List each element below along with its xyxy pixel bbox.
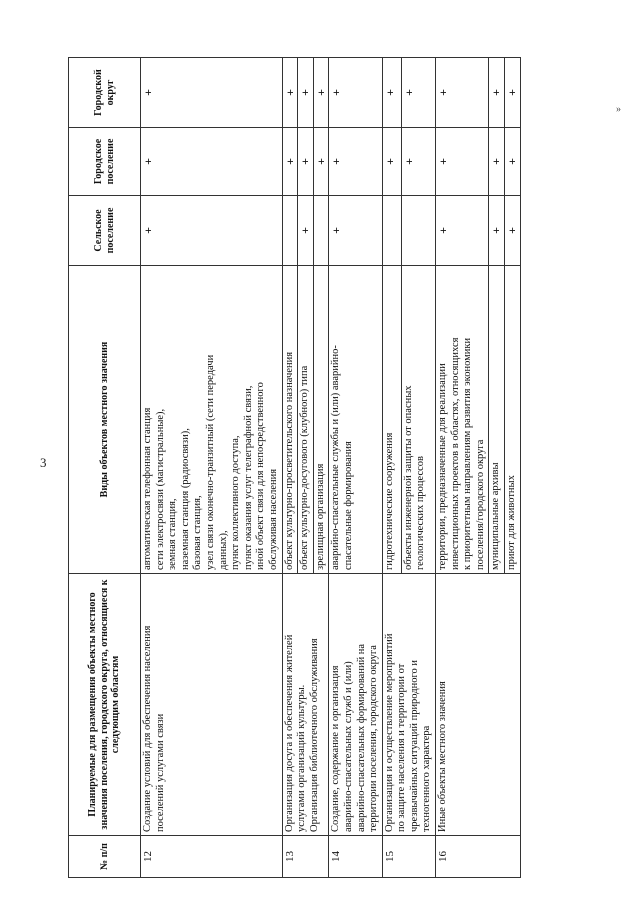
object-type-line: инвестиционных проектов в областях, относящихся	[449, 337, 461, 570]
rural-mark	[282, 196, 298, 266]
object-type-cell	[298, 266, 314, 574]
object-type-line: базовая станция,	[192, 495, 204, 570]
object-type-cell	[436, 266, 489, 574]
header-types: Виды объектов местного значения	[69, 266, 141, 574]
rural-mark: +	[505, 196, 521, 266]
row-number: 15	[382, 836, 435, 878]
urban-mark: +	[282, 128, 298, 196]
urban-mark: +	[489, 128, 505, 196]
edge-mark: »	[616, 104, 621, 115]
purpose-line: Создание, содержание и организация	[330, 665, 342, 832]
purpose-cell	[329, 574, 382, 836]
object-type-cell	[313, 266, 329, 574]
table-row	[382, 58, 401, 878]
district-mark: +	[436, 58, 489, 128]
object-type-cell	[401, 266, 435, 574]
object-type-line: сети электросвязи (магистральные),	[154, 408, 166, 570]
purpose-line: услугами организаций культуры.	[296, 684, 308, 832]
object-type-cell	[141, 266, 283, 574]
purpose-line: Организация и осуществление мероприятий	[383, 633, 395, 832]
rural-mark	[401, 196, 435, 266]
row-number: 14	[329, 836, 382, 878]
object-type-line: спасательные формирования	[342, 441, 354, 570]
object-type-line: объект культурно-просветительского назначения	[283, 351, 295, 570]
object-type-line: гидротехнические сооружения	[383, 432, 395, 570]
purpose-cell	[382, 574, 435, 836]
purpose-line: поселений услугами связи	[154, 713, 166, 832]
objects-table	[68, 57, 521, 878]
district-mark: +	[282, 58, 298, 128]
district-mark: +	[401, 58, 435, 128]
row-number: 13	[282, 836, 329, 878]
table-row	[436, 58, 489, 878]
header-district: Городской округ	[69, 58, 141, 128]
header-urban: Городское поселение	[69, 128, 141, 196]
purpose-line: техногенного характера	[421, 725, 433, 832]
table-body	[141, 58, 521, 878]
object-type-line: объект культурно-досугового (клубного) типа	[299, 365, 311, 570]
header-purpose: Планируемые для размещения объекты местного значения поселения, городского округа, относящиеся к следующим областям	[69, 574, 141, 836]
object-type-line: объекты инженерной защиты от опасных	[402, 385, 414, 570]
urban-mark: +	[401, 128, 435, 196]
table-row	[282, 58, 298, 878]
table-row	[329, 58, 382, 878]
object-type-line: приют для животных	[506, 475, 518, 570]
row-number: 16	[436, 836, 521, 878]
district-mark: +	[505, 58, 521, 128]
rural-mark	[313, 196, 329, 266]
object-type-cell	[382, 266, 401, 574]
purpose-line: Создание условий для обеспечения населения	[142, 625, 153, 832]
header-row	[69, 58, 141, 878]
object-type-line: пункт коллективного доступа,	[230, 435, 242, 570]
rural-mark: +	[489, 196, 505, 266]
rural-mark: +	[329, 196, 382, 266]
urban-mark: +	[313, 128, 329, 196]
district-mark: +	[329, 58, 382, 128]
purpose-line: Организация библиотечного обслуживания	[308, 638, 320, 832]
purpose-line: аварийно-спасательных служб и (или)	[342, 661, 354, 832]
object-type-line: к приоритетным направлениям развития экономики	[462, 337, 474, 570]
district-mark: +	[489, 58, 505, 128]
table-row	[141, 58, 283, 878]
purpose-line: аварийно-спасательных формирований на	[355, 643, 367, 832]
page-number: 3	[40, 455, 47, 470]
urban-mark: +	[329, 128, 382, 196]
object-type-cell	[282, 266, 298, 574]
urban-mark: +	[298, 128, 314, 196]
rotated-sheet	[68, 58, 532, 878]
purpose-line: территории поселения, городского округа	[368, 645, 380, 832]
urban-mark: +	[141, 128, 283, 196]
object-type-line: земная станция,	[167, 498, 179, 570]
rural-mark: +	[436, 196, 489, 266]
purpose-cell	[436, 574, 521, 836]
urban-mark: +	[436, 128, 489, 196]
object-type-line: иной объект связи для непосредственного	[255, 382, 267, 570]
object-type-line: поселения/городского округа	[474, 439, 486, 570]
purpose-line: чрезвычайных ситуаций природного и	[408, 659, 420, 832]
purpose-cell	[141, 574, 283, 836]
object-type-line: пункт оказания услуг телеграфной связи,	[242, 385, 254, 570]
object-type-line: данных),	[217, 530, 229, 570]
table-container	[68, 58, 532, 878]
district-mark: +	[313, 58, 329, 128]
header-num: № п/п	[69, 836, 141, 878]
object-type-cell	[505, 266, 521, 574]
purpose-line: по защите населения и территории от	[396, 663, 408, 832]
object-type-line: территории, предназначенные для реализации	[437, 363, 449, 570]
urban-mark: +	[382, 128, 401, 196]
object-type-line: аварийно-спасательные службы и (или) аварийно-	[330, 345, 342, 570]
rural-mark: +	[298, 196, 314, 266]
district-mark: +	[298, 58, 314, 128]
urban-mark: +	[505, 128, 521, 196]
purpose-line: Иные объекты местного значения	[437, 681, 449, 832]
district-mark: +	[141, 58, 283, 128]
object-type-line: автоматическая телефонная станция	[142, 407, 153, 570]
district-mark: +	[382, 58, 401, 128]
object-type-line: муниципальные архивы	[490, 462, 502, 570]
rural-mark: +	[141, 196, 283, 266]
object-type-line: узел связи оконечно-транзитный (сети передачи	[204, 354, 216, 570]
object-type-cell	[329, 266, 382, 574]
object-type-cell	[489, 266, 505, 574]
object-type-line: геологических процессов	[415, 455, 427, 570]
header-rural: Сельское поселение	[69, 196, 141, 266]
rural-mark	[382, 196, 401, 266]
object-type-line: обслуживая населения	[267, 468, 279, 570]
object-type-line: наземная станция (радиосвязи),	[179, 428, 191, 570]
purpose-line: Организация досуга и обеспечения жителей	[283, 634, 295, 832]
row-number: 12	[141, 836, 283, 878]
purpose-cell	[282, 574, 329, 836]
object-type-line: зрелищная организация	[314, 463, 326, 570]
